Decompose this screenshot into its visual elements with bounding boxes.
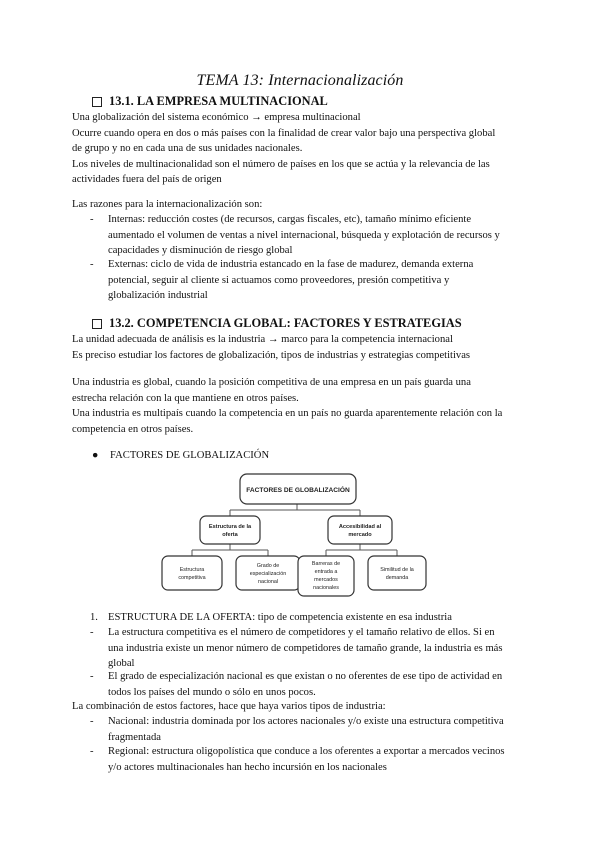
text-line: globalización industrial [108,290,208,301]
section-1-heading [92,94,328,109]
diagram-leaf-label: entrada a [314,569,338,575]
text-line: Una globalización del sistema económico → empresa multinacional [72,112,361,123]
dash-marker: - [90,259,94,270]
diagram-node-demand-similarity [368,556,426,590]
diagram-left-label-2: oferta [222,532,238,538]
bullet-label: FACTORES DE GLOBALIZACIÓN [110,450,270,461]
globalization-factors-diagram [150,468,450,604]
diagram-leaf-label: competitiva [178,575,206,581]
text-line: Los niveles de multinacionalidad son el número de países en los que se actúa y la relevancia de las [72,158,490,170]
diagram-leaf-label: especialización [249,571,287,577]
diagram-left-label-1: Estructura de la [208,524,252,530]
text-line: competencia en otros países. [72,423,194,435]
checkbox-icon [92,97,102,107]
dash-marker: - [90,746,94,757]
text-line: potencial, seguir al cliente si actuamos como proveedores, presión competitiva y [108,274,450,286]
text-line: y/o actores multinacionales han hecho incursión en los nacionales [108,761,387,773]
section-2-heading-text: 13.2. COMPETENCIA GLOBAL: FACTORES Y ESTRATEGIAS [109,316,462,330]
diagram-right-label-2: mercado [348,532,372,538]
dash-marker: - [90,214,94,225]
diagram-right-label-1: Accesibilidad al [338,524,382,530]
text-line: global [108,658,135,669]
text-line: ESTRUCTURA DE LA OFERTA: tipo de competencia existente en esa industria [108,612,452,623]
text-line: actividades fuera del país de origen [72,174,222,185]
text-line: El grado de especialización nacional es que existan o no oferentes de ese tipo de actividad en [108,671,503,682]
diagram-root-label: FACTORES DE GLOBALIZACIÓN [246,487,350,494]
bullet-marker: ● [92,450,99,461]
diagram-leaf-label: mercados [314,577,338,583]
section-1-paragraph [72,110,528,188]
combination-paragraph: La combinación de estos factores, hace que haya varios tipos de industria: [72,701,386,712]
globalization-bullet [92,448,269,464]
text-line: estrecha relación con la que mantiene en otros países. [72,392,299,404]
number-marker: 1. [90,612,98,623]
section-2-heading [92,316,462,331]
section-2-paragraph [72,332,528,363]
text-line: fragmentada [108,731,161,743]
text-line: Externas: ciclo de vida de industria estancado en la fase de madurez, demanda externa [108,259,474,270]
text-line: Regional: estructura oligopolística que conduce a los oferentes a exportar a mercados vecinos [108,746,505,757]
diagram-leaf-label: Grado de [256,563,280,569]
text-line: aumentado el volumen de ventas a nivel internacional, búsqueda y explotación de recursos y [108,229,500,241]
text-line: Internas: reducción costes (de recursos, cargas fiscales, etc), tamaño mínimo eficiente [108,214,472,225]
diagram-node-market-access [328,516,392,544]
text-line: Ocurre cuando opera en dos o más países con la finalidad de crear valor bajo una perspectiva global [72,127,496,139]
text-line: de grupo y no en cada una de sus unidades nacionales. [72,143,303,154]
diagram-leaf-label: demanda [385,575,409,581]
text-line: una industria existe un menor número de competidores de tamaño grande, la industria es más [108,642,503,654]
text-line: todos los países del mundo o sólo en unos pocos. [108,686,316,698]
text-line: Una industria es global, cuando la posición competitiva de una empresa en un país guarda una [72,377,471,388]
reasons-intro: Las razones para la internacionalización son: [72,199,263,210]
global-industry-paragraph [72,375,528,437]
diagram-node-supply-structure [200,516,260,544]
diagram-leaf-label: nacional [257,579,279,585]
diagram-node-competitive-structure [162,556,222,590]
dash-marker: - [90,716,94,727]
text-line: Una industria es multipaís cuando la competencia en un país no guarda aparentemente relación con la [72,408,503,419]
text-line: Es preciso estudiar los factores de globalización, tipos de industrias y estrategias competitivas [72,349,471,361]
dash-marker: - [90,671,94,682]
text-line: capacidades y disminución de riesgo global [108,245,293,256]
dash-marker: - [90,627,94,638]
diagram-leaf-label: Barreras de [311,561,341,567]
diagram-leaf-label: Estructura [179,567,205,573]
text-line: La estructura competitiva es el número de competidores y el tamaño relativo de ellos. Si en [108,627,495,638]
section-1-heading-text: 13.1. LA EMPRESA MULTINACIONAL [109,94,328,108]
document-title: TEMA 13: Internacionalización [196,72,404,89]
diagram-leaf-label: nacionales [313,585,339,591]
diagram-leaf-label: Similitud de la [380,567,414,573]
checkbox-icon [92,319,102,329]
text-line: La unidad adecuada de análisis es la industria → marco para la competencia internacional [72,334,453,345]
text-line: Nacional: industria dominada por los actores nacionales y/o existe una estructura competitiva [108,716,504,727]
